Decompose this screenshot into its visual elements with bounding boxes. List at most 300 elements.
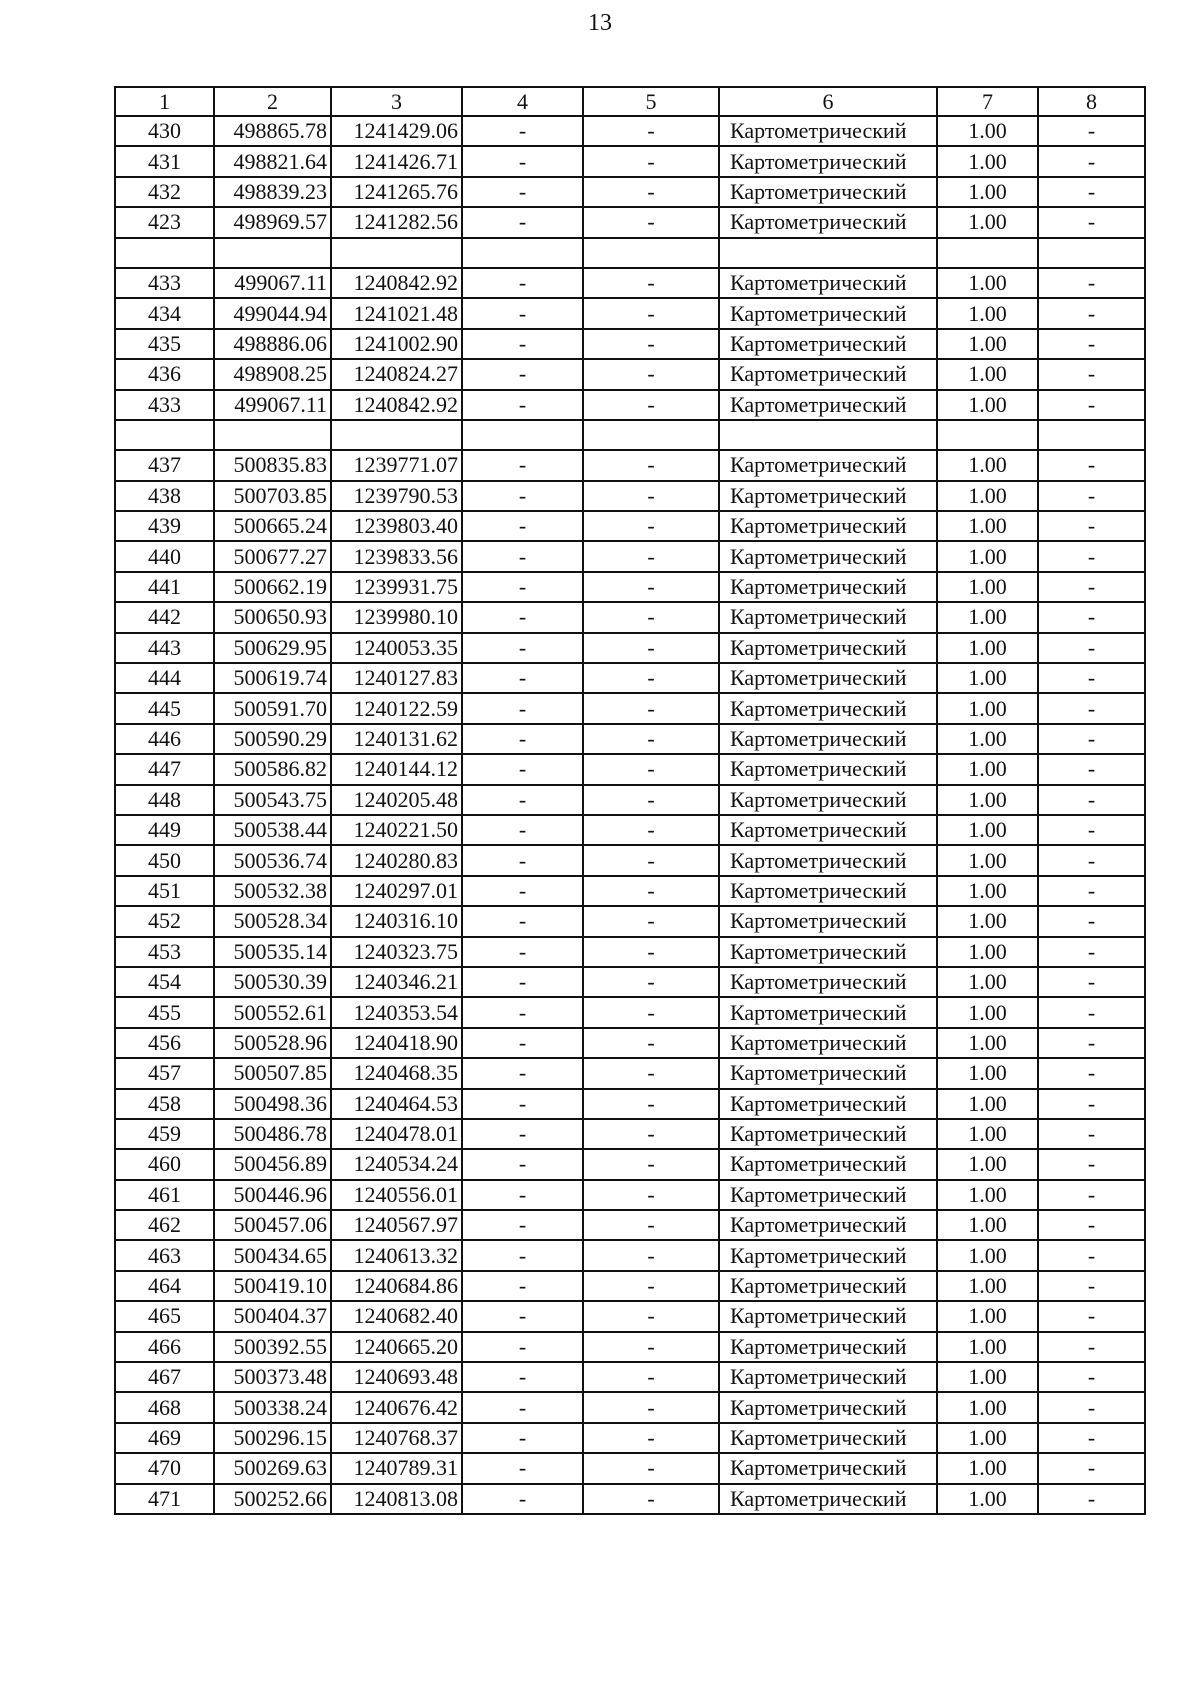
cell-coordinate-x: 500538.44 [214, 815, 331, 845]
cell-col-4: - [462, 572, 583, 602]
cell-col-4: - [462, 693, 583, 723]
cell-coordinate-y: 1240676.42 [331, 1392, 462, 1422]
cell-col-4: - [462, 268, 583, 298]
cell-coordinate-x: 500338.24 [214, 1392, 331, 1422]
cell-method: Картометрический [719, 937, 937, 967]
cell-coordinate-y: 1240684.86 [331, 1271, 462, 1301]
table-row [115, 1240, 1145, 1270]
table-row [115, 1362, 1145, 1392]
cell-point-number: 446 [115, 724, 214, 754]
cell-coordinate-x: 500535.14 [214, 937, 331, 967]
cell-col-8: - [1038, 997, 1145, 1027]
cell-method: Картометрический [719, 329, 937, 359]
cell-coordinate-y: 1239790.53 [331, 481, 462, 511]
cell-accuracy: 1.00 [937, 906, 1038, 936]
cell-point-number: 432 [115, 177, 214, 207]
cell-method: Картометрический [719, 1149, 937, 1179]
cell-method: Картометрический [719, 572, 937, 602]
cell-method: Картометрический [719, 177, 937, 207]
cell-coordinate-y: 1240693.48 [331, 1362, 462, 1392]
cell-col-5: - [583, 1119, 719, 1149]
cell-col-4: - [462, 785, 583, 815]
cell-col-8: - [1038, 724, 1145, 754]
cell-col-4: - [462, 1271, 583, 1301]
cell-coordinate-x: 500498.36 [214, 1089, 331, 1119]
cell-method: Картометрический [719, 1210, 937, 1240]
cell-coordinate-y: 1240468.35 [331, 1058, 462, 1088]
cell-col-5: - [583, 815, 719, 845]
cell-method: Картометрический [719, 1058, 937, 1088]
cell-col-8: - [1038, 359, 1145, 389]
cell-col-5: - [583, 1392, 719, 1422]
cell-coordinate-x: 500665.24 [214, 511, 331, 541]
cell-col-8: - [1038, 1119, 1145, 1149]
cell-col-4: - [462, 815, 583, 845]
table-row-blank [115, 420, 1145, 450]
cell-col-5: - [583, 997, 719, 1027]
cell-point-number: 433 [115, 390, 214, 420]
cell-coordinate-x: 500507.85 [214, 1058, 331, 1088]
cell-col-4: - [462, 602, 583, 632]
cell-col-5: - [583, 693, 719, 723]
table-row [115, 481, 1145, 511]
cell-col-4: - [462, 845, 583, 875]
cell-coordinate-x: 500373.48 [214, 1362, 331, 1392]
cell-accuracy: 1.00 [937, 1149, 1038, 1179]
cell-method: Картометрический [719, 450, 937, 480]
cell-method: Картометрический [719, 1028, 937, 1058]
cell-accuracy: 1.00 [937, 815, 1038, 845]
cell-method: Картометрический [719, 1392, 937, 1422]
cell-coordinate-y: 1240665.20 [331, 1332, 462, 1362]
cell-accuracy: 1.00 [937, 1240, 1038, 1270]
column-header: 7 [937, 87, 1038, 116]
cell-point-number: 462 [115, 1210, 214, 1240]
column-header: 6 [719, 87, 937, 116]
cell-coordinate-x: 500591.70 [214, 693, 331, 723]
cell-point-number [115, 238, 214, 268]
cell-col-8: - [1038, 481, 1145, 511]
cell-coordinate-y: 1241282.56 [331, 207, 462, 237]
cell-point-number: 431 [115, 146, 214, 176]
cell-col-5: - [583, 177, 719, 207]
cell-col-8: - [1038, 845, 1145, 875]
cell-accuracy: 1.00 [937, 997, 1038, 1027]
cell-coordinate-y: 1240534.24 [331, 1149, 462, 1179]
cell-coordinate-y [331, 420, 462, 450]
cell-method: Картометрический [719, 481, 937, 511]
column-header: 3 [331, 87, 462, 116]
cell-col-8: - [1038, 116, 1145, 146]
cell-coordinate-y: 1240768.37 [331, 1423, 462, 1453]
cell-method: Картометрический [719, 1180, 937, 1210]
table-row [115, 1453, 1145, 1483]
table-row [115, 450, 1145, 480]
cell-accuracy: 1.00 [937, 450, 1038, 480]
cell-accuracy: 1.00 [937, 116, 1038, 146]
cell-coordinate-y: 1240053.35 [331, 633, 462, 663]
cell-coordinate-y: 1240205.48 [331, 785, 462, 815]
cell-col-8: - [1038, 937, 1145, 967]
cell-col-4: - [462, 663, 583, 693]
table-row [115, 329, 1145, 359]
cell-col-5: - [583, 1028, 719, 1058]
cell-point-number: 438 [115, 481, 214, 511]
cell-col-8: - [1038, 298, 1145, 328]
cell-coordinate-x: 500532.38 [214, 876, 331, 906]
column-header: 1 [115, 87, 214, 116]
cell-coordinate-y: 1240464.53 [331, 1089, 462, 1119]
cell-col-5: - [583, 572, 719, 602]
table-row [115, 207, 1145, 237]
cell-col-5: - [583, 146, 719, 176]
cell-coordinate-x: 500650.93 [214, 602, 331, 632]
cell-accuracy: 1.00 [937, 481, 1038, 511]
cell-point-number: 457 [115, 1058, 214, 1088]
table-row [115, 390, 1145, 420]
coordinates-table-container [114, 86, 1144, 1515]
cell-coordinate-x: 498821.64 [214, 146, 331, 176]
cell-point-number: 423 [115, 207, 214, 237]
cell-accuracy: 1.00 [937, 1271, 1038, 1301]
cell-col-5: - [583, 1089, 719, 1119]
cell-col-8: - [1038, 329, 1145, 359]
cell-col-4: - [462, 177, 583, 207]
cell-method: Картометрический [719, 1240, 937, 1270]
table-row [115, 1210, 1145, 1240]
cell-accuracy: 1.00 [937, 146, 1038, 176]
cell-method: Картометрический [719, 1423, 937, 1453]
cell-col-5: - [583, 754, 719, 784]
cell-coordinate-x: 500434.65 [214, 1240, 331, 1270]
cell-col-5: - [583, 359, 719, 389]
cell-accuracy: 1.00 [937, 785, 1038, 815]
cell-coordinate-y: 1239931.75 [331, 572, 462, 602]
cell-col-5: - [583, 541, 719, 571]
cell-coordinate-x: 500590.29 [214, 724, 331, 754]
cell-coordinate-x: 500528.96 [214, 1028, 331, 1058]
cell-point-number: 435 [115, 329, 214, 359]
cell-method: Картометрический [719, 1453, 937, 1483]
table-row [115, 116, 1145, 146]
cell-col-5: - [583, 1332, 719, 1362]
cell-coordinate-y: 1240824.27 [331, 359, 462, 389]
cell-col-5: - [583, 481, 719, 511]
page-number: 13 [588, 10, 612, 36]
cell-point-number: 460 [115, 1149, 214, 1179]
cell-accuracy: 1.00 [937, 724, 1038, 754]
cell-method: Картометрический [719, 207, 937, 237]
cell-col-5: - [583, 602, 719, 632]
cell-coordinate-y: 1240127.83 [331, 663, 462, 693]
cell-accuracy: 1.00 [937, 937, 1038, 967]
cell-col-8: - [1038, 693, 1145, 723]
cell-col-8 [1038, 238, 1145, 268]
cell-col-4: - [462, 1210, 583, 1240]
cell-col-5: - [583, 207, 719, 237]
cell-coordinate-x: 499067.11 [214, 390, 331, 420]
cell-coordinate-y: 1240613.32 [331, 1240, 462, 1270]
cell-col-4: - [462, 724, 583, 754]
table-row [115, 146, 1145, 176]
cell-col-4: - [462, 146, 583, 176]
cell-col-8: - [1038, 511, 1145, 541]
cell-accuracy: 1.00 [937, 845, 1038, 875]
cell-coordinate-y: 1240842.92 [331, 390, 462, 420]
cell-coordinate-x: 500536.74 [214, 845, 331, 875]
cell-point-number: 458 [115, 1089, 214, 1119]
cell-col-4: - [462, 298, 583, 328]
cell-coordinate-y: 1241021.48 [331, 298, 462, 328]
table-row [115, 572, 1145, 602]
cell-accuracy: 1.00 [937, 1089, 1038, 1119]
cell-col-4: - [462, 1332, 583, 1362]
column-header: 8 [1038, 87, 1145, 116]
cell-col-5: - [583, 511, 719, 541]
cell-col-4: - [462, 116, 583, 146]
cell-method: Картометрический [719, 541, 937, 571]
cell-method: Картометрический [719, 906, 937, 936]
column-header: 5 [583, 87, 719, 116]
cell-col-4: - [462, 390, 583, 420]
cell-accuracy: 1.00 [937, 1058, 1038, 1088]
cell-col-4: - [462, 1180, 583, 1210]
cell-method: Картометрический [719, 633, 937, 663]
cell-col-5: - [583, 1180, 719, 1210]
cell-col-5: - [583, 390, 719, 420]
cell-coordinate-x: 500543.75 [214, 785, 331, 815]
table-row [115, 1392, 1145, 1422]
cell-col-5: - [583, 1362, 719, 1392]
cell-coordinate-y: 1240682.40 [331, 1301, 462, 1331]
cell-point-number: 471 [115, 1484, 214, 1514]
cell-coordinate-x: 500586.82 [214, 754, 331, 784]
cell-point-number: 453 [115, 937, 214, 967]
cell-point-number: 467 [115, 1362, 214, 1392]
cell-coordinate-x: 500662.19 [214, 572, 331, 602]
cell-col-4 [462, 238, 583, 268]
cell-col-5: - [583, 876, 719, 906]
cell-method: Картометрический [719, 268, 937, 298]
cell-point-number: 441 [115, 572, 214, 602]
cell-col-5: - [583, 329, 719, 359]
cell-coordinate-y: 1241429.06 [331, 116, 462, 146]
cell-method: Картометрический [719, 1484, 937, 1514]
cell-col-8: - [1038, 146, 1145, 176]
cell-accuracy: 1.00 [937, 207, 1038, 237]
cell-col-4: - [462, 967, 583, 997]
cell-point-number: 456 [115, 1028, 214, 1058]
cell-coordinate-y: 1239803.40 [331, 511, 462, 541]
cell-col-5: - [583, 116, 719, 146]
cell-coordinate-x: 498969.57 [214, 207, 331, 237]
cell-coordinate-x: 500619.74 [214, 663, 331, 693]
cell-coordinate-x: 500457.06 [214, 1210, 331, 1240]
cell-col-4: - [462, 511, 583, 541]
cell-method: Картометрический [719, 1301, 937, 1331]
cell-method: Картометрический [719, 146, 937, 176]
cell-coordinate-x [214, 238, 331, 268]
cell-col-5: - [583, 1058, 719, 1088]
table-row [115, 1180, 1145, 1210]
cell-col-8: - [1038, 1058, 1145, 1088]
cell-col-8: - [1038, 602, 1145, 632]
cell-accuracy: 1.00 [937, 876, 1038, 906]
cell-col-8: - [1038, 268, 1145, 298]
cell-col-8: - [1038, 1210, 1145, 1240]
table-row [115, 1484, 1145, 1514]
table-row [115, 937, 1145, 967]
cell-col-4: - [462, 1149, 583, 1179]
cell-coordinate-x: 498886.06 [214, 329, 331, 359]
cell-col-4: - [462, 1423, 583, 1453]
cell-method: Картометрический [719, 298, 937, 328]
cell-coordinate-x: 500269.63 [214, 1453, 331, 1483]
cell-coordinate-y: 1240567.97 [331, 1210, 462, 1240]
cell-accuracy: 1.00 [937, 1180, 1038, 1210]
table-row [115, 693, 1145, 723]
cell-accuracy: 1.00 [937, 329, 1038, 359]
column-header: 4 [462, 87, 583, 116]
cell-col-4: - [462, 633, 583, 663]
cell-point-number: 447 [115, 754, 214, 784]
cell-accuracy: 1.00 [937, 1362, 1038, 1392]
table-row [115, 1089, 1145, 1119]
table-row [115, 997, 1145, 1027]
cell-col-5: - [583, 633, 719, 663]
cell-coordinate-y: 1240297.01 [331, 876, 462, 906]
cell-col-8: - [1038, 1332, 1145, 1362]
cell-col-8: - [1038, 1240, 1145, 1270]
cell-coordinate-y: 1241265.76 [331, 177, 462, 207]
cell-col-4 [462, 420, 583, 450]
cell-point-number: 468 [115, 1392, 214, 1422]
cell-col-4: - [462, 450, 583, 480]
table-row [115, 1301, 1145, 1331]
cell-accuracy: 1.00 [937, 633, 1038, 663]
cell-point-number: 470 [115, 1453, 214, 1483]
cell-accuracy: 1.00 [937, 1392, 1038, 1422]
cell-col-5: - [583, 845, 719, 875]
cell-point-number: 440 [115, 541, 214, 571]
cell-accuracy: 1.00 [937, 511, 1038, 541]
table-row [115, 876, 1145, 906]
cell-col-4: - [462, 1058, 583, 1088]
table-row [115, 785, 1145, 815]
cell-point-number: 443 [115, 633, 214, 663]
cell-coordinate-y: 1241426.71 [331, 146, 462, 176]
cell-col-8: - [1038, 572, 1145, 602]
cell-coordinate-x: 500530.39 [214, 967, 331, 997]
coordinates-table [114, 86, 1146, 1515]
cell-col-8: - [1038, 906, 1145, 936]
cell-accuracy: 1.00 [937, 602, 1038, 632]
cell-coordinate-x: 498908.25 [214, 359, 331, 389]
cell-point-number: 445 [115, 693, 214, 723]
column-header: 2 [214, 87, 331, 116]
cell-col-5: - [583, 298, 719, 328]
cell-col-5: - [583, 1149, 719, 1179]
cell-col-4: - [462, 754, 583, 784]
cell-point-number: 430 [115, 116, 214, 146]
cell-accuracy: 1.00 [937, 1028, 1038, 1058]
cell-col-5: - [583, 1484, 719, 1514]
cell-point-number: 466 [115, 1332, 214, 1362]
table-row [115, 359, 1145, 389]
cell-col-5: - [583, 1453, 719, 1483]
cell-col-5: - [583, 937, 719, 967]
cell-col-5: - [583, 1271, 719, 1301]
table-row [115, 1028, 1145, 1058]
cell-method: Картометрический [719, 693, 937, 723]
cell-point-number: 439 [115, 511, 214, 541]
cell-coordinate-x [214, 420, 331, 450]
table-row [115, 906, 1145, 936]
table-row [115, 1149, 1145, 1179]
cell-col-8: - [1038, 876, 1145, 906]
cell-coordinate-x: 498839.23 [214, 177, 331, 207]
cell-point-number: 469 [115, 1423, 214, 1453]
cell-point-number: 465 [115, 1301, 214, 1331]
table-body [115, 116, 1145, 1514]
cell-coordinate-y: 1240556.01 [331, 1180, 462, 1210]
cell-accuracy: 1.00 [937, 1210, 1038, 1240]
cell-col-8: - [1038, 1453, 1145, 1483]
cell-accuracy: 1.00 [937, 359, 1038, 389]
cell-method: Картометрический [719, 785, 937, 815]
cell-point-number: 463 [115, 1240, 214, 1270]
cell-col-5: - [583, 724, 719, 754]
cell-accuracy [937, 238, 1038, 268]
cell-col-5: - [583, 785, 719, 815]
cell-method: Картометрический [719, 967, 937, 997]
cell-coordinate-y: 1240789.31 [331, 1453, 462, 1483]
cell-col-8: - [1038, 1149, 1145, 1179]
cell-coordinate-x: 500392.55 [214, 1332, 331, 1362]
table-row [115, 177, 1145, 207]
header-row [115, 87, 1145, 116]
cell-coordinate-x: 500404.37 [214, 1301, 331, 1331]
cell-col-4: - [462, 1301, 583, 1331]
cell-col-4: - [462, 906, 583, 936]
cell-col-5: - [583, 1301, 719, 1331]
cell-coordinate-x: 500252.66 [214, 1484, 331, 1514]
cell-method: Картометрический [719, 116, 937, 146]
cell-col-8: - [1038, 450, 1145, 480]
cell-point-number: 464 [115, 1271, 214, 1301]
cell-method: Картометрический [719, 359, 937, 389]
cell-point-number: 459 [115, 1119, 214, 1149]
cell-accuracy: 1.00 [937, 390, 1038, 420]
cell-col-5: - [583, 906, 719, 936]
cell-coordinate-y: 1240122.59 [331, 693, 462, 723]
cell-coordinate-y: 1240353.54 [331, 997, 462, 1027]
cell-accuracy: 1.00 [937, 754, 1038, 784]
cell-col-5: - [583, 967, 719, 997]
cell-coordinate-y: 1241002.90 [331, 329, 462, 359]
cell-point-number [115, 420, 214, 450]
cell-coordinate-y: 1239833.56 [331, 541, 462, 571]
table-row [115, 633, 1145, 663]
cell-method: Картометрический [719, 845, 937, 875]
cell-col-8 [1038, 420, 1145, 450]
cell-method: Картометрический [719, 724, 937, 754]
cell-col-4: - [462, 1484, 583, 1514]
cell-col-8: - [1038, 754, 1145, 784]
cell-col-4: - [462, 937, 583, 967]
cell-accuracy: 1.00 [937, 572, 1038, 602]
cell-coordinate-x: 500703.85 [214, 481, 331, 511]
